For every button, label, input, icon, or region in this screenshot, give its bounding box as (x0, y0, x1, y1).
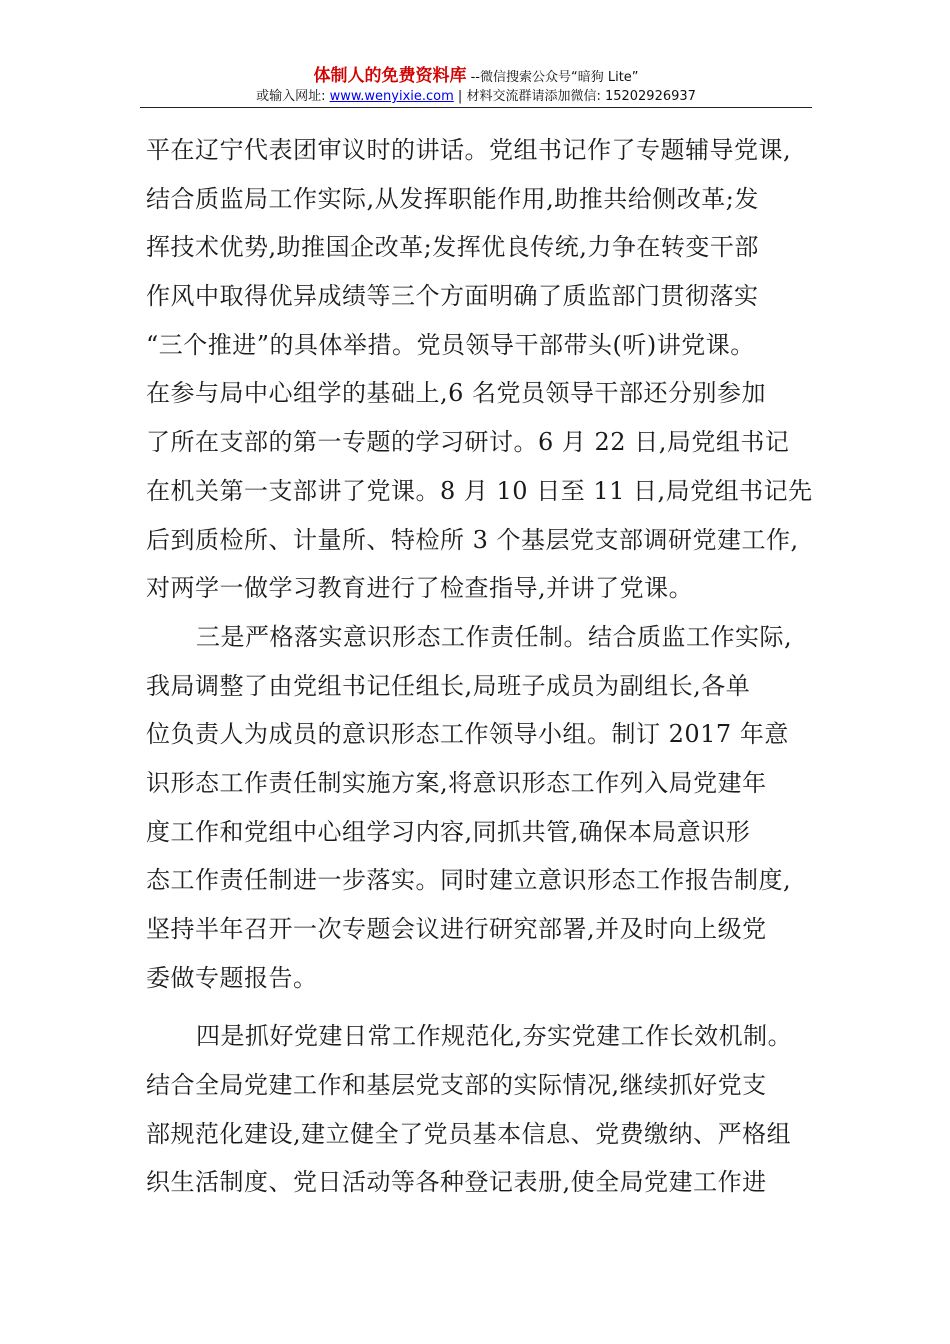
text-line: 识形态工作责任制实施方案,将意识形态工作列入局党建年 (146, 768, 767, 797)
text-line: 挥技术优势,助推国企改革;发挥优良传统,力争在转变干部 (146, 233, 759, 262)
text-line: 位负责人为成员的意识形态工作领导小组。制订 2017 年意 (146, 720, 789, 749)
page-header (140, 66, 812, 106)
text-line: 织生活制度、党日活动等各种登记表册,使全局党建工作进 (146, 1168, 767, 1197)
paragraph-2 (146, 613, 836, 1003)
text-line: 后到质检所、计量所、特检所 3 个基层党支部调研党建工作, (146, 525, 799, 554)
text-line: 四是抓好党建日常工作规范化,夯实党建工作长效机制。 (196, 1022, 793, 1051)
header-url-prefix: 或输入网址: (256, 89, 330, 104)
text-line: 在参与局中心组学的基础上,6 名党员领导干部还分别参加 (146, 379, 767, 408)
header-title-line (140, 66, 812, 88)
header-tagline: --微信搜索公众号“暗狗 Lite” (466, 70, 639, 85)
text-line: “三个推进”的具体举措。党员领导干部带头(听)讲党课。 (146, 330, 755, 359)
header-contact-suffix: | 材料交流群请添加微信: 15202926937 (453, 89, 696, 104)
paragraph-spacer (146, 1002, 836, 1012)
text-line: 作风中取得优异成绩等三个方面明确了质监部门贯彻落实 (146, 282, 759, 311)
text-line: 在机关第一支部讲了党课。8 月 10 日至 11 日,局党组书记先 (146, 476, 813, 505)
text-line: 对两学一做学习教育进行了检查指导,并讲了党课。 (146, 574, 694, 603)
text-line: 三是严格落实意识形态工作责任制。结合质监工作实际, (196, 622, 793, 651)
document-body (146, 126, 836, 1207)
text-line: 委做专题报告。 (146, 963, 318, 992)
header-contact-line (140, 88, 812, 106)
paragraph-1 (146, 126, 836, 613)
text-line: 结合质监局工作实际,从发挥职能作用,助推共给侧改革;发 (146, 184, 759, 213)
text-line: 态工作责任制进一步落实。同时建立意识形态工作报告制度, (146, 866, 792, 895)
header-divider (140, 107, 812, 108)
text-line: 了所在支部的第一专题的学习研讨。6 月 22 日,局党组书记 (146, 428, 790, 457)
text-line: 结合全局党建工作和基层党支部的实际情况,继续抓好党支 (146, 1071, 767, 1100)
paragraph-3 (146, 1012, 836, 1207)
text-line: 部规范化建设,建立健全了党员基本信息、党费缴纳、严格组 (146, 1119, 792, 1148)
text-line: 平在辽宁代表团审议时的讲话。党组书记作了专题辅导党课, (146, 136, 792, 164)
header-url-link[interactable]: www.wenyixie.com (329, 89, 454, 104)
header-title: 体制人的免费资料库 (313, 66, 467, 86)
text-line: 我局调整了由党组书记任组长,局班子成员为副组长,各单 (146, 671, 751, 700)
text-line: 坚持半年召开一次专题会议进行研究部署,并及时向上级党 (146, 915, 767, 943)
text-line: 度工作和党组中心组学习内容,同抓共管,确保本局意识形 (146, 817, 751, 846)
